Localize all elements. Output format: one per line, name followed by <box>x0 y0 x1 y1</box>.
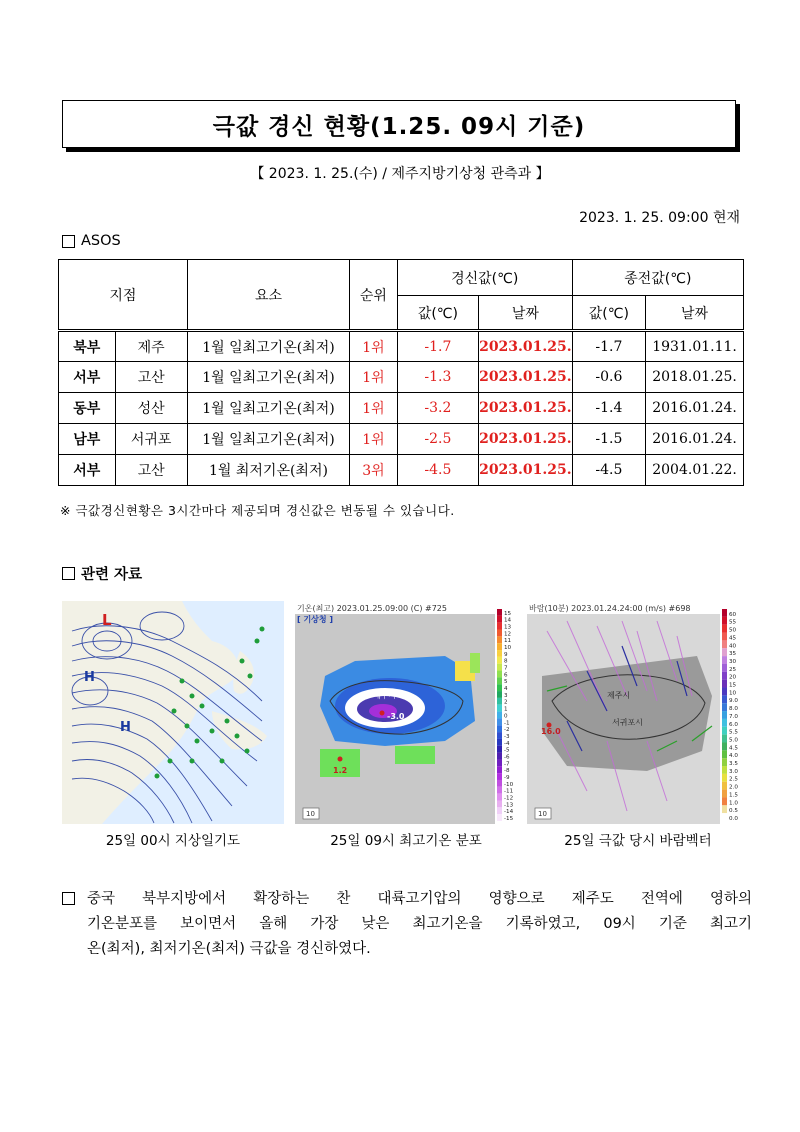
prev-date-cell: 2016.01.24. <box>646 393 744 424</box>
station-cell: 고산 <box>115 362 187 393</box>
colorbar-swatch <box>497 677 502 684</box>
colorbar-tick-label: -6 <box>504 754 510 761</box>
region-cell: 동부 <box>59 393 116 424</box>
element-cell: 1월 최저기온(최저) <box>187 455 349 486</box>
element-cell: 1월 일최고기온(최저) <box>187 424 349 455</box>
place-label: 서귀포시 <box>612 718 643 727</box>
colorbar-tick-label: 4.5 <box>729 745 738 752</box>
checkbox-square-icon <box>62 892 75 905</box>
wind-vector-map <box>527 601 749 824</box>
header-prev-val: 값(℃) <box>572 296 645 331</box>
colorbar-tick-label: 40 <box>729 643 737 650</box>
colorbar-swatch <box>497 739 502 746</box>
colorbar-swatch <box>497 616 502 623</box>
colorbar-tick-label: 9.0 <box>729 698 738 705</box>
temperature-map-graphic <box>295 601 517 824</box>
prev-value-cell: -4.5 <box>572 455 645 486</box>
kma-badge: [ 기상청 ] <box>297 615 334 624</box>
station-cell: 성산 <box>115 393 187 424</box>
new-value-cell: -1.7 <box>397 331 478 362</box>
colorbar-tick-label: 11 <box>504 638 512 645</box>
colorbar-tick-label: 50 <box>729 627 737 634</box>
region-cell: 서부 <box>59 362 116 393</box>
station-cell: 고산 <box>115 455 187 486</box>
colorbar-swatch <box>722 782 727 790</box>
colorbar-tick-label: 30 <box>729 658 737 665</box>
colorbar-tick-label: 1.5 <box>729 792 738 799</box>
colorbar-tick-label: -8 <box>504 768 510 775</box>
colorbar-tick-label: 55 <box>729 619 737 626</box>
prev-value-cell: -0.6 <box>572 362 645 393</box>
colorbar-tick-label: 3.0 <box>729 768 738 775</box>
table-row <box>59 362 744 393</box>
colorbar-swatch <box>497 759 502 766</box>
colorbar-tick-label: 2.0 <box>729 784 738 791</box>
map-header: 바람(10분) 2023.01.24.24:00 (m/s) #698 <box>529 604 691 613</box>
map-scale: 10 <box>538 810 547 818</box>
header-prev-date: 날짜 <box>646 296 744 331</box>
colorbar-tick-label: 1 <box>504 706 508 713</box>
place-label: 제주시 <box>373 691 397 700</box>
colorbar-tick-label: 7 <box>504 665 508 672</box>
colorbar-swatch <box>497 650 502 657</box>
colorbar-tick-label: 6.0 <box>729 721 738 728</box>
page-title: 극값 경신 현황(1.25. 09시 기준) <box>62 100 736 148</box>
colorbar-swatch <box>722 695 727 703</box>
south-value-label: 1.2 <box>333 766 348 775</box>
element-cell: 1월 일최고기온(최저) <box>187 331 349 362</box>
header-rank: 순위 <box>350 260 398 331</box>
colorbar-tick-label: 3.5 <box>729 761 738 768</box>
colorbar-swatch <box>497 718 502 725</box>
colorbar-swatch <box>497 643 502 650</box>
place-label: 제주시 <box>607 691 631 700</box>
colorbar-tick-label: 8.0 <box>729 706 738 713</box>
colorbar-tick-label: -1 <box>504 720 510 727</box>
table-row <box>59 455 744 486</box>
related-section-label: 관련 자료 <box>81 567 143 583</box>
colorbar-tick-label: 14 <box>504 617 512 624</box>
element-cell: 1월 일최고기온(최저) <box>187 362 349 393</box>
colorbar-tick-label: -2 <box>504 727 510 734</box>
low-pressure-label: L <box>102 611 112 629</box>
colorbar-tick-label: 10 <box>729 690 737 697</box>
colorbar-swatch <box>497 609 502 616</box>
colorbar-swatch <box>497 664 502 671</box>
figure-caption: 25일 09시 최고기온 분포 <box>330 833 482 849</box>
colorbar-swatch <box>722 735 727 743</box>
prev-date-cell: 2016.01.24. <box>646 424 744 455</box>
header-element: 요소 <box>187 260 349 331</box>
new-date-cell: 2023.01.25. <box>479 424 573 455</box>
wind-colorbar <box>722 609 738 822</box>
colorbar-tick-label: -13 <box>504 802 514 809</box>
region-cell: 북부 <box>59 331 116 362</box>
paragraph-line: 온(최저), 최저기온(최저) 극값을 경신하였다. <box>87 941 371 957</box>
new-value-cell: -3.2 <box>397 393 478 424</box>
asos-section-label: ASOS <box>81 233 121 249</box>
colorbar-swatch <box>722 609 727 617</box>
footnote: ※ 극값경신현황은 3시간마다 제공되며 경신값은 변동될 수 있습니다. <box>60 503 455 518</box>
colorbar-tick-label: 9 <box>504 651 508 658</box>
weather-map-graphic <box>62 601 284 824</box>
map-header: 기온(최고) 2023.01.25.09:00 (C) #725 <box>297 604 447 613</box>
colorbar-swatch <box>722 750 727 758</box>
colorbar-swatch <box>497 671 502 678</box>
colorbar-tick-label: -9 <box>504 774 510 781</box>
prev-value-cell: -1.4 <box>572 393 645 424</box>
summary-paragraph <box>62 887 752 962</box>
colorbar-swatch <box>497 780 502 787</box>
rank-cell: 3위 <box>350 455 398 486</box>
colorbar-swatch <box>722 790 727 798</box>
header-station: 지점 <box>59 260 188 331</box>
colorbar-swatch <box>722 758 727 766</box>
colorbar-swatch <box>497 732 502 739</box>
colorbar-tick-label: -7 <box>504 761 510 768</box>
colorbar-swatch <box>497 691 502 698</box>
new-value-cell: -2.5 <box>397 424 478 455</box>
colorbar-tick-label: 8 <box>504 658 508 665</box>
as-of-timestamp: 2023. 1. 25. 09:00 현재 <box>579 210 740 226</box>
colorbar-swatch <box>497 623 502 630</box>
header-prev-value: 종전값(℃) <box>572 260 743 296</box>
colorbar-swatch <box>722 680 727 688</box>
colorbar-tick-label: 6 <box>504 672 508 679</box>
colorbar-swatch <box>722 727 727 735</box>
colorbar-swatch <box>722 648 727 656</box>
rank-cell: 1위 <box>350 393 398 424</box>
colorbar-swatch <box>722 742 727 750</box>
colorbar-swatch <box>722 766 727 774</box>
colorbar-tick-label: -5 <box>504 747 510 754</box>
new-date-cell: 2023.01.25. <box>479 362 573 393</box>
colorbar-swatch <box>722 711 727 719</box>
colorbar-swatch <box>497 712 502 719</box>
station-cell: 제주 <box>115 331 187 362</box>
colorbar-swatch <box>722 633 727 641</box>
prev-date-cell: 2004.01.22. <box>646 455 744 486</box>
colorbar-swatch <box>722 672 727 680</box>
max-temperature-map <box>295 601 517 824</box>
table-row <box>59 393 744 424</box>
colorbar-tick-label: 13 <box>504 624 512 631</box>
surface-weather-map <box>62 601 284 824</box>
paragraph-line: 기온분포를 보이면서 올해 가장 낮은 최고기온을 기록하였고, 09시 기준 최고기 <box>87 916 752 932</box>
asos-section-heading <box>62 233 121 249</box>
colorbar-tick-label: -15 <box>504 816 514 822</box>
colorbar-swatch <box>497 766 502 773</box>
region-cell: 서부 <box>59 455 116 486</box>
checkbox-square-icon <box>62 567 75 580</box>
colorbar-tick-label: -4 <box>504 740 510 747</box>
colorbar-tick-label: 5.0 <box>729 737 738 744</box>
header-new-value: 경신값(℃) <box>397 260 572 296</box>
west-value-label: 16.0 <box>541 727 561 736</box>
colorbar-tick-label: 4.0 <box>729 753 738 760</box>
figure-caption: 25일 00시 지상일기도 <box>105 833 241 849</box>
colorbar-tick-label: 2.5 <box>729 776 738 783</box>
prev-value-cell: -1.7 <box>572 331 645 362</box>
colorbar-tick-label: -11 <box>504 788 514 795</box>
center-value-label: -3.0 <box>387 712 405 721</box>
colorbar-tick-label: -12 <box>504 795 514 802</box>
colorbar-swatch <box>497 705 502 712</box>
colorbar-swatch <box>722 805 727 813</box>
colorbar-swatch <box>497 800 502 807</box>
colorbar-tick-label: 15 <box>729 682 737 689</box>
checkbox-square-icon <box>62 235 75 248</box>
colorbar-swatch <box>497 725 502 732</box>
colorbar-tick-label: 5.5 <box>729 729 738 736</box>
new-date-cell: 2023.01.25. <box>479 393 573 424</box>
element-cell: 1월 일최고기온(최저) <box>187 393 349 424</box>
colorbar-tick-label: -14 <box>504 809 514 816</box>
new-value-cell: -4.5 <box>397 455 478 486</box>
colorbar-swatch <box>497 746 502 753</box>
colorbar-swatch <box>722 640 727 648</box>
colorbar-swatch <box>722 625 727 633</box>
colorbar-tick-label: 12 <box>504 631 512 638</box>
colorbar-swatch <box>497 814 502 821</box>
prev-value-cell: -1.5 <box>572 424 645 455</box>
wind-map-graphic <box>527 601 749 824</box>
colorbar-swatch <box>722 703 727 711</box>
table-row <box>59 331 744 362</box>
colorbar-tick-label: 0.5 <box>729 808 738 815</box>
colorbar-swatch <box>722 656 727 664</box>
new-date-cell: 2023.01.25. <box>479 331 573 362</box>
colorbar-tick-label: 2 <box>504 699 508 706</box>
colorbar-tick-label: 0.0 <box>729 816 738 822</box>
colorbar-tick-label: -3 <box>504 733 510 740</box>
colorbar-tick-label: 5 <box>504 679 508 686</box>
colorbar-swatch <box>497 787 502 794</box>
new-date-cell: 2023.01.25. <box>479 455 573 486</box>
colorbar-tick-label: 3 <box>504 692 508 699</box>
header-new-date: 날짜 <box>479 296 573 331</box>
colorbar-tick-label: 20 <box>729 674 737 681</box>
prev-date-cell: 1931.01.11. <box>646 331 744 362</box>
high-pressure-label: H <box>84 670 95 685</box>
station-cell: 서귀포 <box>115 424 187 455</box>
colorbar-swatch <box>497 807 502 814</box>
colorbar-swatch <box>497 773 502 780</box>
colorbar-tick-label: 7.0 <box>729 713 738 720</box>
colorbar-swatch <box>497 657 502 664</box>
subtitle: 【 2023. 1. 25.(수) / 제주지방기상청 관측과 】 <box>250 166 550 182</box>
colorbar-swatch <box>497 698 502 705</box>
colorbar-tick-label: 10 <box>504 645 512 652</box>
colorbar-tick-label: 1.0 <box>729 800 738 807</box>
colorbar-swatch <box>497 636 502 643</box>
rank-cell: 1위 <box>350 362 398 393</box>
colorbar-swatch <box>497 630 502 637</box>
new-value-cell: -1.3 <box>397 362 478 393</box>
colorbar-swatch <box>722 664 727 672</box>
rank-cell: 1위 <box>350 331 398 362</box>
prev-date-cell: 2018.01.25. <box>646 362 744 393</box>
high-pressure-label: H <box>120 720 131 735</box>
colorbar-tick-label: 60 <box>729 611 737 618</box>
header-new-val: 값(℃) <box>397 296 478 331</box>
colorbar-tick-label: 0 <box>504 713 508 720</box>
colorbar-swatch <box>497 753 502 760</box>
colorbar-swatch <box>722 797 727 805</box>
colorbar-tick-label: 25 <box>729 666 737 673</box>
colorbar-tick-label: 15 <box>504 610 512 617</box>
map-scale: 10 <box>306 810 315 818</box>
table-row <box>59 424 744 455</box>
colorbar-tick-label: -10 <box>504 781 514 788</box>
records-table <box>58 259 744 486</box>
region-cell: 남부 <box>59 424 116 455</box>
related-section-heading <box>62 563 142 584</box>
colorbar-swatch <box>722 688 727 696</box>
colorbar-tick-label: 4 <box>504 686 508 693</box>
colorbar-swatch <box>722 719 727 727</box>
colorbar-swatch <box>722 774 727 782</box>
colorbar-tick-label: 35 <box>729 651 737 658</box>
figure-caption: 25일 극값 당시 바람벡터 <box>564 833 712 849</box>
colorbar-tick-label: 45 <box>729 635 737 642</box>
paragraph-line: 중국 북부지방에서 확장하는 찬 대륙고기압의 영향으로 제주도 전역에 영하의 <box>87 891 752 907</box>
colorbar-swatch <box>722 813 727 821</box>
colorbar-swatch <box>497 794 502 801</box>
rank-cell: 1위 <box>350 424 398 455</box>
colorbar-swatch <box>722 617 727 625</box>
colorbar-swatch <box>497 684 502 691</box>
